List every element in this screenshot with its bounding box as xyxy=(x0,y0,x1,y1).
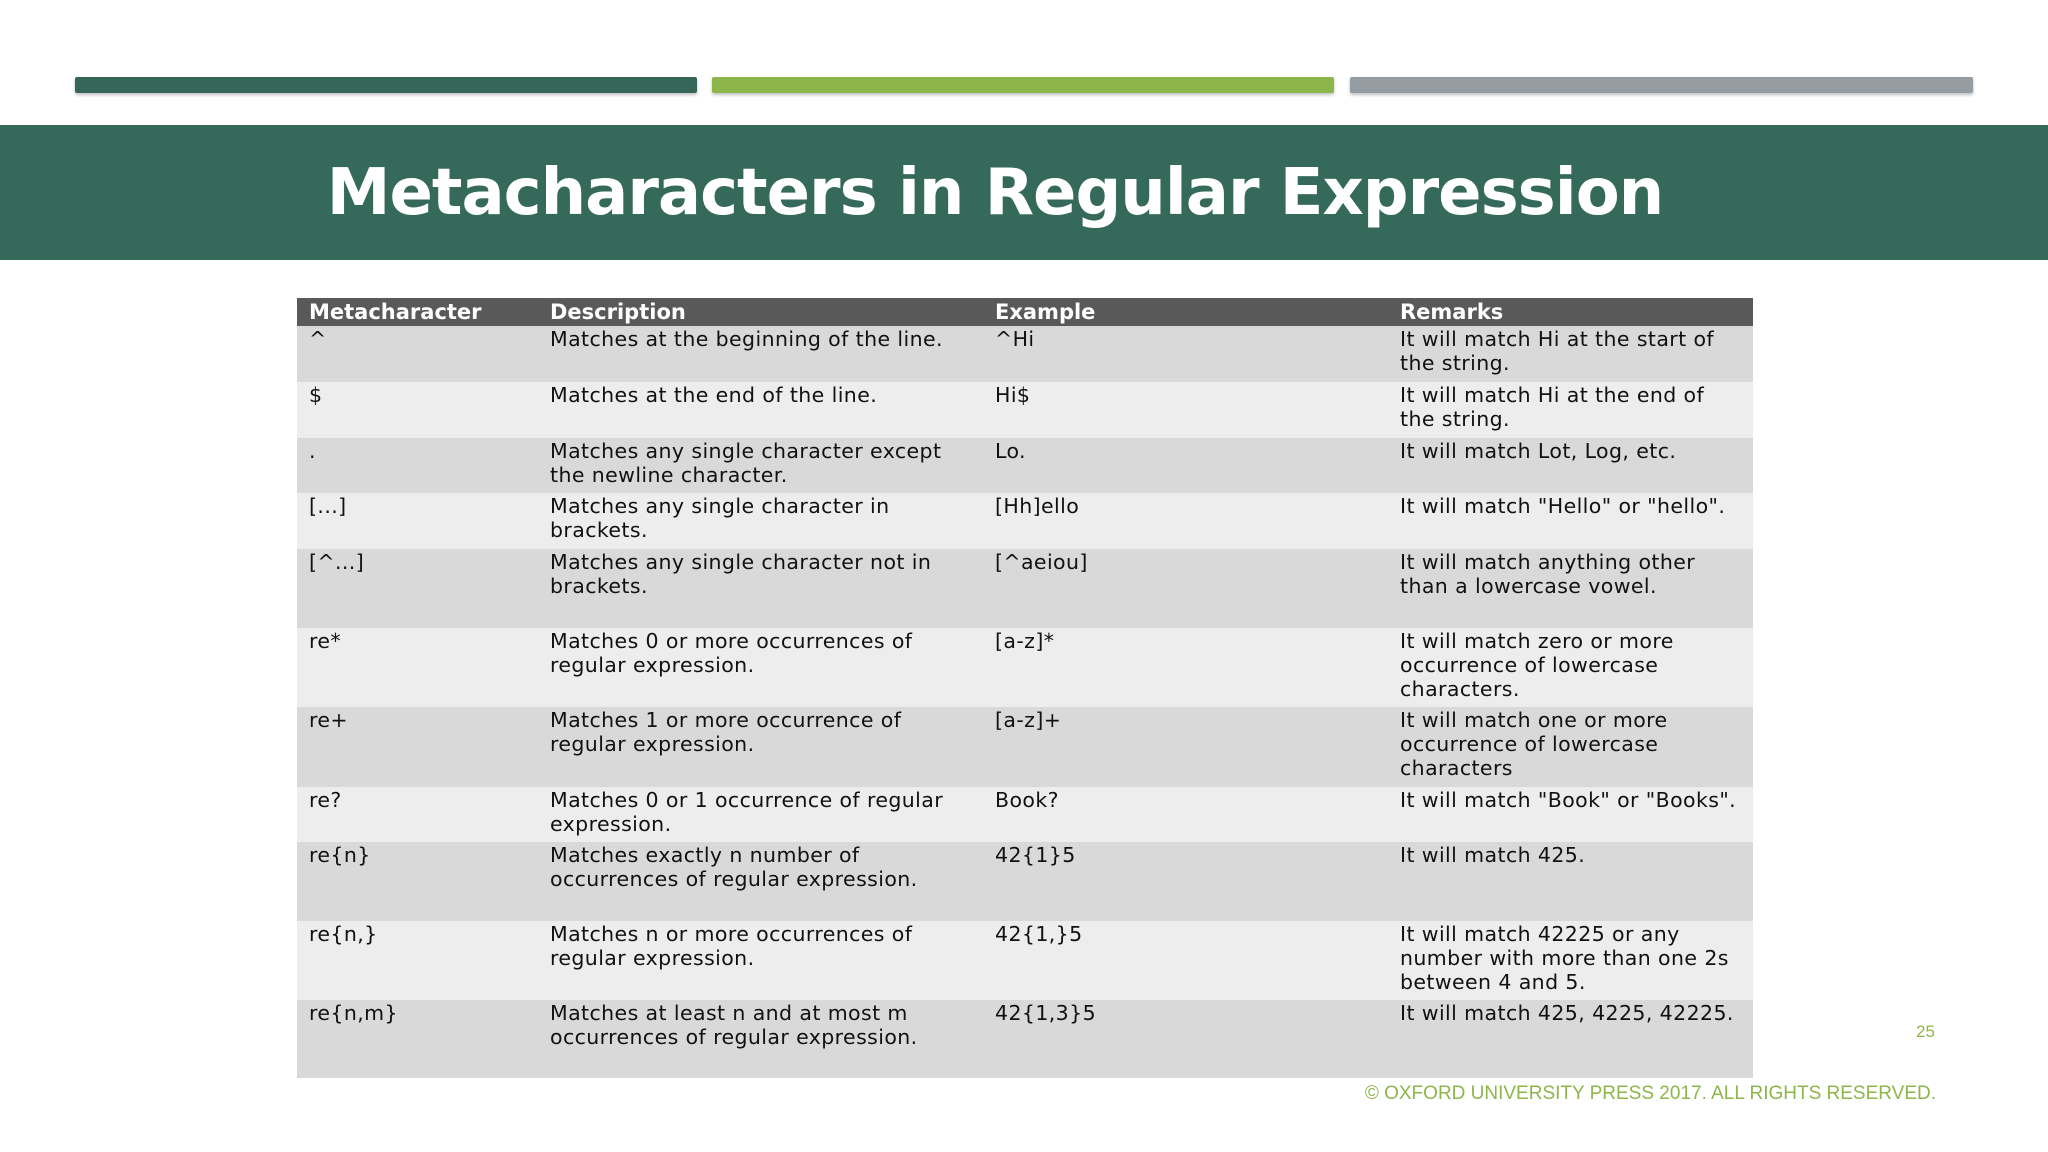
cell-example: [^aeiou] xyxy=(983,549,1388,628)
cell-remarks: It will match 425. xyxy=(1388,842,1753,921)
table-row xyxy=(297,842,1753,921)
cell-metacharacter: re{n} xyxy=(297,842,538,921)
cell-metacharacter: ^ xyxy=(297,326,538,382)
table-row xyxy=(297,493,1753,549)
cell-remarks: It will match "Book" or "Books". xyxy=(1388,787,1753,842)
cell-metacharacter: re{n,} xyxy=(297,921,538,1000)
cell-description: Matches 0 or 1 occurrence of regular expression. xyxy=(538,787,983,842)
cell-description: Matches at the end of the line. xyxy=(538,382,983,438)
cell-remarks: It will match Hi at the start of the string. xyxy=(1388,326,1753,382)
cell-metacharacter: re* xyxy=(297,628,538,707)
cell-remarks: It will match anything other than a lowercase vowel. xyxy=(1388,549,1753,628)
cell-example: 42{1,}5 xyxy=(983,921,1388,1000)
cell-example: 42{1,3}5 xyxy=(983,1000,1388,1078)
cell-description: Matches any single character not in brackets. xyxy=(538,549,983,628)
cell-remarks: It will match zero or more occurrence of lowercase characters. xyxy=(1388,628,1753,707)
cell-description: Matches any single character in brackets. xyxy=(538,493,983,549)
accent-bar-light-green xyxy=(712,77,1334,93)
slide-title: Metacharacters in Regular Expression xyxy=(326,155,1664,230)
header-example: Example xyxy=(983,298,1388,326)
table-row xyxy=(297,921,1753,1000)
cell-description: Matches any single character except the newline character. xyxy=(538,438,983,493)
cell-description: Matches at the beginning of the line. xyxy=(538,326,983,382)
table-row xyxy=(297,707,1753,787)
cell-metacharacter: $ xyxy=(297,382,538,438)
accent-bar-dark-green xyxy=(75,77,697,93)
table-header-row xyxy=(297,298,1753,326)
cell-remarks: It will match 42225 or any number with more than one 2s between 4 and 5. xyxy=(1388,921,1753,1000)
table-row xyxy=(297,1000,1753,1078)
cell-metacharacter: . xyxy=(297,438,538,493)
cell-example: [a-z]+ xyxy=(983,707,1388,787)
metacharacter-table xyxy=(297,298,1753,1078)
cell-remarks: It will match Hi at the end of the string. xyxy=(1388,382,1753,438)
cell-description: Matches at least n and at most m occurrences of regular expression. xyxy=(538,1000,983,1078)
accent-bar-gray xyxy=(1350,77,1973,93)
cell-description: Matches 1 or more occurrence of regular expression. xyxy=(538,707,983,787)
cell-metacharacter: re{n,m} xyxy=(297,1000,538,1078)
cell-remarks: It will match Lot, Log, etc. xyxy=(1388,438,1753,493)
header-description: Description xyxy=(538,298,983,326)
cell-example: ^Hi xyxy=(983,326,1388,382)
table-row xyxy=(297,326,1753,382)
title-band xyxy=(0,125,2048,260)
cell-metacharacter: [^...] xyxy=(297,549,538,628)
header-remarks: Remarks xyxy=(1388,298,1753,326)
cell-example: 42{1}5 xyxy=(983,842,1388,921)
table-row xyxy=(297,628,1753,707)
cell-example: Hi$ xyxy=(983,382,1388,438)
cell-example: [Hh]ello xyxy=(983,493,1388,549)
cell-metacharacter: [...] xyxy=(297,493,538,549)
cell-description: Matches 0 or more occurrences of regular expression. xyxy=(538,628,983,707)
cell-remarks: It will match 425, 4225, 42225. xyxy=(1388,1000,1753,1078)
cell-metacharacter: re+ xyxy=(297,707,538,787)
copyright-notice: © OXFORD UNIVERSITY PRESS 2017. ALL RIGHTS RESERVED. xyxy=(1364,1083,1936,1104)
table-row xyxy=(297,438,1753,493)
cell-remarks: It will match "Hello" or "hello". xyxy=(1388,493,1753,549)
cell-remarks: It will match one or more occurrence of lowercase characters xyxy=(1388,707,1753,787)
cell-description: Matches exactly n number of occurrences of regular expression. xyxy=(538,842,983,921)
slide-number: 25 xyxy=(1916,1022,1935,1041)
cell-metacharacter: re? xyxy=(297,787,538,842)
cell-description: Matches n or more occurrences of regular expression. xyxy=(538,921,983,1000)
table-row xyxy=(297,549,1753,628)
cell-example: [a-z]* xyxy=(983,628,1388,707)
cell-example: Lo. xyxy=(983,438,1388,493)
header-metacharacter: Metacharacter xyxy=(297,298,538,326)
table-row xyxy=(297,382,1753,438)
cell-example: Book? xyxy=(983,787,1388,842)
table-row xyxy=(297,787,1753,842)
